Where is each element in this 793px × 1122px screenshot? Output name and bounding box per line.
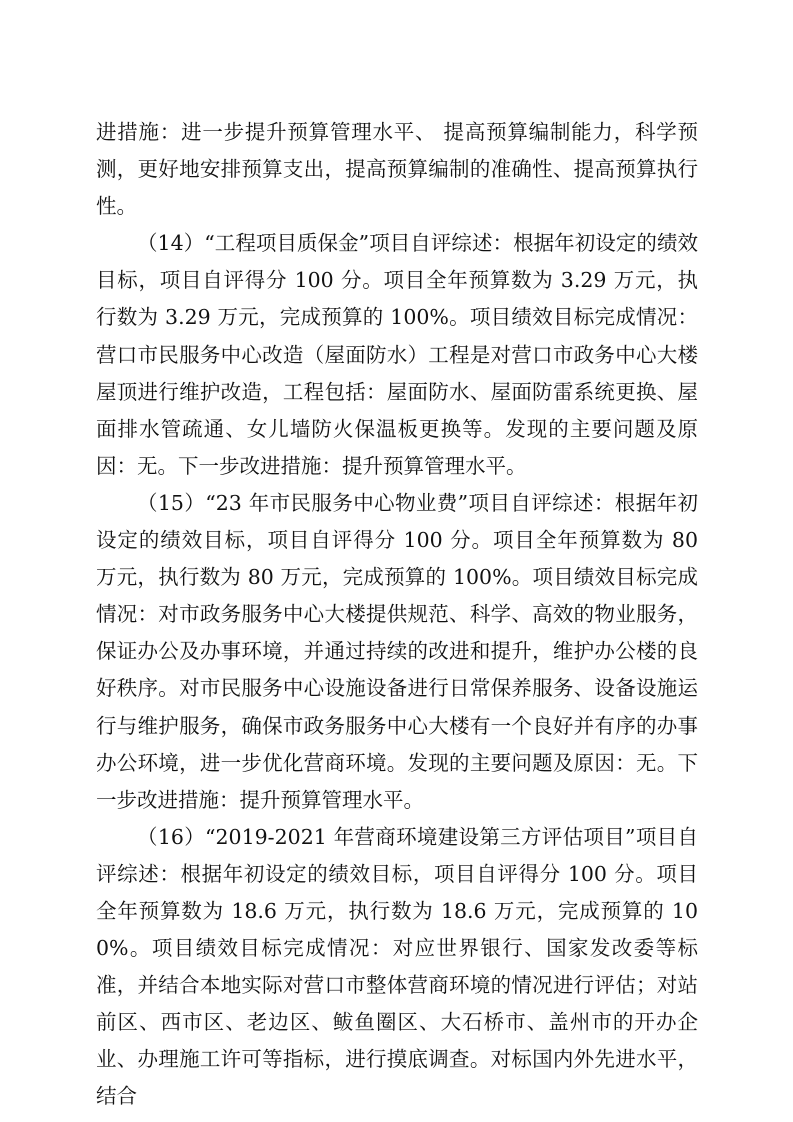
paragraph-item-16: （16）“2019-2021 年营商环境建设第三方评估项目”项目自评综述：根据年初设定的绩效目标，项目自评得分 100 分。项目全年预算数为 18.6 万元，执行数为 18.6 万元，完成预算的 100%。项目绩效目标完成情况：对应世界银行、国家发改委等标准，并结合本地实际对营口市整体营商环境的情况进行评估；对站前区、西市区、老边区、鲅鱼圈区、大石桥市、盖州市的开办企业、办理施工许可等指标，进行摸底调查。对标国内外先进水平，结合 bbox=[96, 824, 698, 1109]
paragraph-item-14: （14）“工程项目质保金”项目自评综述：根据年初设定的绩效目标，项目自评得分 100 分。项目全年预算数为 3.29 万元，执行数为 3.29 万元，完成预算的 100%。项目绩效目标完成情况：营口市民服务中心改造（屋面防水）工程是对营口市政务中心大楼屋顶进行维护改造，工程包括：屋面防水、屋面防雷系统更换、屋面排水管疏通、女儿墙防火保温板更换等。发现的主要问题及原因：无。下一步改进措施：提升预算管理水平。 bbox=[96, 231, 698, 478]
paragraph-item-15: （15）“23 年市民服务中心物业费”项目自评综述：根据年初设定的绩效目标，项目自评得分 100 分。项目全年预算数为 80 万元，执行数为 80 万元，完成预算的 100%。项目绩效目标完成情况：对市政务服务中心大楼提供规范、科学、高效的物业服务，保证办公及办事环境，并通过持续的改进和提升，维护办公楼的良好秩序。对市民服务中心设施设备进行日常保养服务、设备设施运行与维护服务，确保市政务服务中心大楼有一个良好并有序的办事办公环境，进一步优化营商环境。发现的主要问题及原因：无。下一步改进措施：提升预算管理水平。 bbox=[96, 490, 698, 812]
paragraph-continuation: 进措施：进一步提升预算管理水平、 提高预算编制能力，科学预测，更好地安排预算支出，提高预算编制的准确性、提高预算执行性。 bbox=[96, 120, 698, 219]
document-body bbox=[96, 114, 698, 1116]
